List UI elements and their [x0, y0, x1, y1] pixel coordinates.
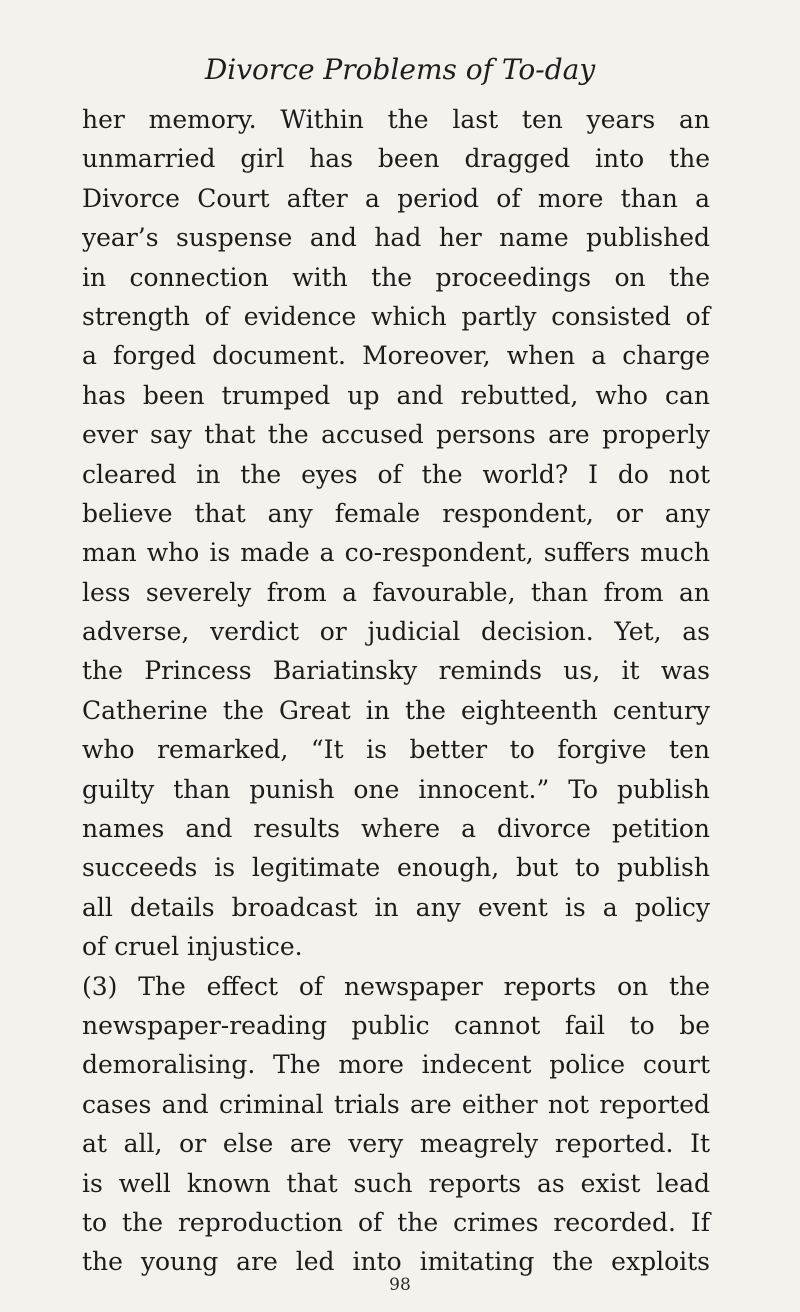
text-line: all details broadcast in any event is a policy	[82, 892, 710, 922]
running-head: Divorce Problems of To-day	[204, 53, 596, 86]
text-line: at all, or else are very meagrely reported. It	[82, 1129, 710, 1159]
text-line: adverse, verdict or judicial decision. Yet, as	[82, 617, 710, 647]
text-line: believe that any female respondent, or any	[82, 498, 710, 528]
text-line: Catherine the Great in the eighteenth century	[82, 695, 710, 725]
page-number: 98	[389, 1275, 411, 1295]
text-line: of cruel injustice.	[82, 932, 303, 962]
body-text	[82, 100, 710, 1282]
text-line: less severely from a favourable, than from an	[82, 577, 710, 607]
text-line: succeeds is legitimate enough, but to publish	[82, 853, 710, 883]
text-line: Divorce Court after a period of more than a	[82, 183, 710, 213]
text-line: newspaper-reading public cannot fail to be	[82, 1010, 710, 1040]
text-line: cases and criminal trials are either not reported	[82, 1089, 710, 1119]
text-line: demoralising. The more indecent police court	[82, 1050, 710, 1080]
text-line: her memory. Within the last ten years an	[82, 105, 710, 134]
text-line: names and results where a divorce petition	[82, 814, 710, 844]
text-line: in connection with the proceedings on the	[82, 262, 710, 292]
text-line: the young are led into imitating the exploits	[82, 1247, 710, 1277]
text-line: is well known that such reports as exist lead	[82, 1168, 710, 1198]
text-line: the Princess Bariatinsky reminds us, it was	[82, 656, 710, 686]
text-line: guilty than punish one innocent.” To publish	[82, 774, 710, 804]
text-line: (3) The effect of newspaper reports on the	[82, 971, 710, 1001]
text-line: year’s suspense and had her name published	[82, 223, 710, 253]
text-line: has been trumped up and rebutted, who can	[82, 380, 710, 410]
text-line: cleared in the eyes of the world? I do not	[82, 459, 710, 489]
text-line: who remarked, “It is better to forgive ten	[82, 735, 710, 765]
text-line: to the reproduction of the crimes recorded. If	[82, 1207, 710, 1237]
text-line: strength of evidence which partly consisted of	[82, 301, 710, 331]
text-line: a forged document. Moreover, when a charge	[82, 341, 710, 371]
text-line: unmarried girl has been dragged into the	[82, 144, 710, 174]
text-line: man who is made a co-respondent, suffers much	[82, 538, 710, 568]
text-line: ever say that the accused persons are properly	[82, 420, 710, 450]
